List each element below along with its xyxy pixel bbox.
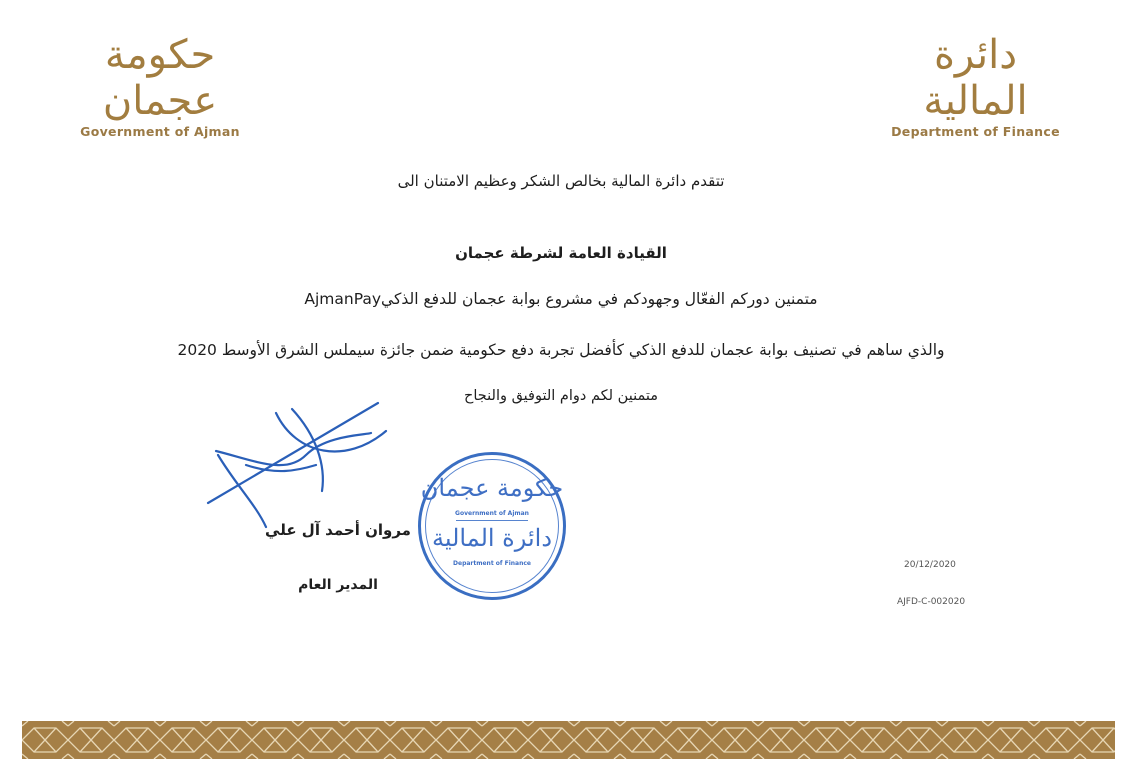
handwritten-signature [196,395,396,535]
decorative-footer-band [22,721,1115,759]
signatory-name: مروان أحمد آل علي [265,521,411,539]
logo-english-label: Government of Ajman [80,124,240,139]
government-of-ajman-logo [80,32,240,139]
signatory-title: المدير العام [298,577,378,593]
stamp-arabic-top: حكومة عجمان [420,474,564,502]
department-of-finance-logo [888,32,1063,139]
document-date: 20/12/2020 [904,560,956,570]
body-text-line-2: والذي ساهم في تصنيف بوابة عجمان للدفع الذكي كأفضل تجربة دفع حكومية ضمن جائزة سيملس الشرق الأوسط 2020 [177,341,945,359]
stamp-divider [456,520,528,521]
stamp-english-top: Government of Ajman [455,510,529,517]
official-stamp [418,452,566,600]
geometric-pattern [22,721,1115,759]
stamp-arabic-bottom: دائرة المالية [431,524,553,552]
logo-arabic-wordmark: دائرة المالية [923,32,1028,124]
closing-text: متمنين لكم دوام التوفيق والنجاح [464,388,658,404]
logo-arabic-wordmark: حكومة عجمان [102,32,218,124]
document-reference: AJFD-C-002020 [897,597,966,607]
logo-english-label: Department of Finance [891,124,1060,139]
recipient-name: القيادة العامة لشرطة عجمان [455,244,667,262]
stamp-english-bottom: Department of Finance [453,560,531,567]
intro-text: تتقدم دائرة المالية بخالص الشكر وعظيم الامتنان الى [397,172,725,190]
body-text-line-1: متمنين دوركم الفعّال وجهودكم في مشروع بوابة عجمان للدفع الذكيAjmanPay [304,290,818,308]
